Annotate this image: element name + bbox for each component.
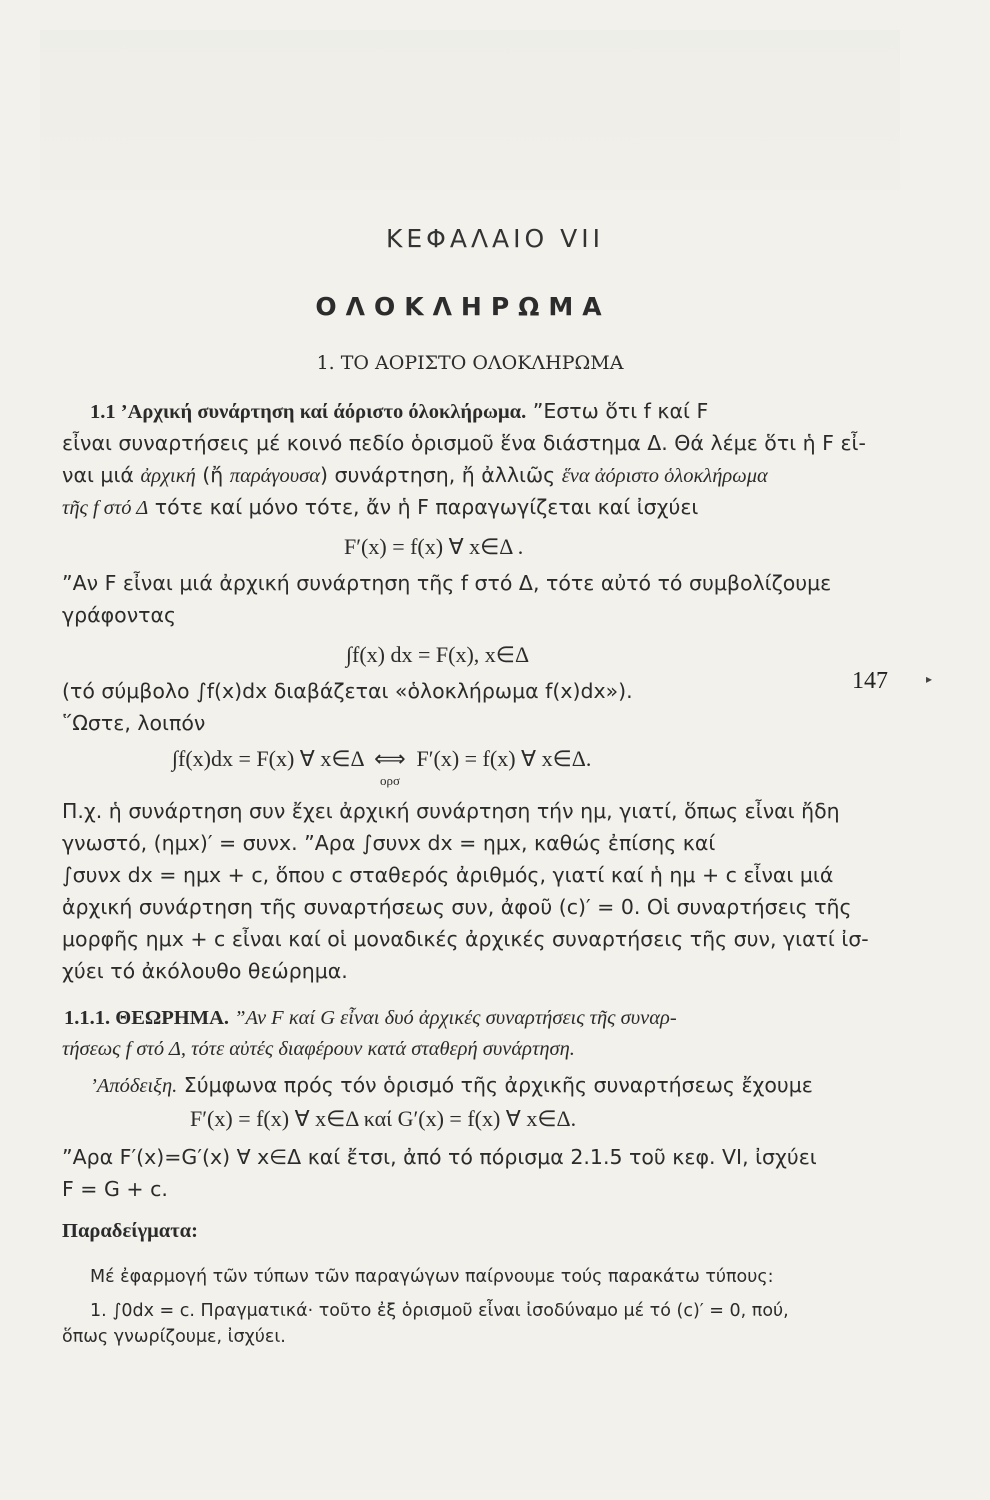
italic-term: ἀρχική bbox=[140, 465, 196, 487]
subsection-heading: 1.1 ’Αρχική συνάρτηση καί άόριστο όλοκλήρωμα. bbox=[90, 401, 527, 423]
bleed-through-shadow bbox=[40, 30, 900, 190]
chapter-heading: ΚΕΦΑΛΑΙΟ VII bbox=[385, 224, 605, 253]
para4-line2: γνωστό, (ημx)′ = συνx. ”Αρα ∫συνx dx = ημx, καθώς ἐπίσης καί bbox=[62, 831, 716, 855]
theorem-line1 bbox=[64, 1002, 677, 1033]
arrow-label: ορσ bbox=[379, 773, 400, 788]
para2-line2: γράφοντας bbox=[62, 603, 177, 627]
examples-intro: Μέ ἐφαρμογή τῶν τύπων τῶν παραγώγων παίρνουμε τούς παρακάτω τύπους: bbox=[90, 1267, 774, 1287]
para1-line1-text: ”Εστω ὅτι f καί F bbox=[526, 399, 709, 423]
proof-heading: ’Απόδειξη. bbox=[90, 1075, 178, 1097]
proof-line1 bbox=[90, 1070, 813, 1101]
section-heading: 1. ΤΟ ΑΟΡΙΣΤΟ ΟΛΟΚΛΗΡΩΜΑ bbox=[316, 352, 624, 374]
para1-line4 bbox=[62, 492, 698, 523]
equivalence-right: F′(x) = f(x) ∀ x∈Δ. bbox=[416, 746, 592, 771]
text-run: ναι μιά bbox=[62, 463, 141, 487]
text-run: τότε καί μόνο τότε, ἄν ἡ F παραγωγίζεται καί ἰσχύει bbox=[148, 495, 699, 519]
theorem-heading: 1.1.1. ΘΕΩΡΗΜΑ. bbox=[64, 1007, 230, 1029]
theorem-text: ”Αν F καί G εἶναι δυό ἀρχικές συναρτήσεις τῆς συναρ- bbox=[229, 1007, 677, 1029]
para1-line1 bbox=[90, 396, 708, 427]
double-arrow-icon: ⟺ bbox=[374, 746, 406, 771]
para3-line2: ῞Ωστε, λοιπόν bbox=[62, 711, 206, 735]
text-run: ) συνάρτηση, ἤ ἀλλιῶς bbox=[320, 463, 562, 487]
equivalence-left: ∫f(x)dx = F(x) ∀ x∈Δ bbox=[172, 746, 364, 771]
example1-line2: ὅπως γνωρίζουμε, ἰσχύει. bbox=[62, 1327, 286, 1347]
para4-line3: ∫συνx dx = ημx + c, ὅπου c σταθερός ἀριθμός, γιατί καί ἡ ημ + c εἶναι μιά bbox=[62, 863, 834, 887]
proof-line3: F = G + c. bbox=[62, 1177, 168, 1201]
para3-line1: (τό σύμβολο ∫f(x)dx διαβάζεται «ὁλοκλήρωμα f(x)dx»). bbox=[62, 679, 633, 703]
chapter-title: ΟΛΟΚΛΗΡΩΜΑ bbox=[315, 292, 611, 321]
italic-term: τῆς f στό Δ bbox=[62, 497, 149, 519]
para4-line6: χύει τό ἀκόλουθο θεώρημα. bbox=[62, 959, 348, 983]
proof-text: Σύμφωνα πρός τόν ὁρισμό τῆς ἀρχικῆς συναρτήσεως ἔχουμε bbox=[177, 1073, 813, 1097]
italic-term: παράγουσα bbox=[229, 465, 321, 487]
proof-formula: F′(x) = f(x) ∀ x∈Δ καί G′(x) = f(x) ∀ x∈Δ. bbox=[190, 1106, 577, 1131]
page-number: 147 bbox=[852, 668, 888, 694]
formula-integral: ∫f(x) dx = F(x), x∈Δ bbox=[346, 642, 530, 667]
italic-term: ἕνα ἀόριστο ὁλοκλήρωμα bbox=[561, 465, 768, 487]
example1-line1: 1. ∫0dx = c. Πραγματικά· τοῦτο ἐξ ὁρισμοῦ εἶναι ἰσοδύναμο μέ τό (c)′ = 0, πού, bbox=[90, 1301, 789, 1321]
para2-line1: ”Αν F εἶναι μιά ἀρχική συνάρτηση τῆς f στό Δ, τότε αὐτό τό συμβολίζουμε bbox=[62, 571, 832, 595]
para4-line5: μορφῆς ημx + c εἶναι καί οἱ μοναδικές ἀρχικές συναρτήσεις τῆς συν, γιατί ἰσ- bbox=[62, 927, 869, 951]
para4-line1: Π.χ. ἡ συνάρτηση συν ἔχει ἀρχική συνάρτηση τήν ημ, γιατί, ὅπως εἶναι ἤδη bbox=[62, 799, 840, 823]
theorem-line2: τήσεως f στό Δ, τότε αὐτές διαφέρουν κατά σταθερή συνάρτηση. bbox=[62, 1038, 575, 1060]
para1-line3 bbox=[62, 460, 768, 491]
proof-line2: ”Αρα F′(x)=G′(x) ∀ x∈Δ καί ἔτσι, ἀπό τό πόρισμα 2.1.5 τοῦ κεφ. VI, ἰσχύει bbox=[62, 1145, 817, 1169]
text-run: (ἤ bbox=[195, 463, 230, 487]
formula-equivalence bbox=[172, 744, 592, 788]
para4-line4: ἀρχική συνάρτηση τῆς συναρτήσεως συν, ἀφοῦ (c)′ = 0. Οἱ συναρτήσεις τῆς bbox=[62, 895, 852, 919]
formula-derivative: F′(x) = f(x) ∀ x∈Δ . bbox=[344, 534, 524, 559]
examples-heading: Παραδείγματα: bbox=[62, 1220, 198, 1242]
corner-mark-icon: ▸ bbox=[926, 672, 933, 686]
equivalence-arrow bbox=[369, 744, 411, 788]
para1-line2: εἶναι συναρτήσεις μέ κοινό πεδίο ὁρισμοῦ ἕνα διάστημα Δ. Θά λέμε ὅτι ἡ F εἶ- bbox=[62, 431, 866, 455]
